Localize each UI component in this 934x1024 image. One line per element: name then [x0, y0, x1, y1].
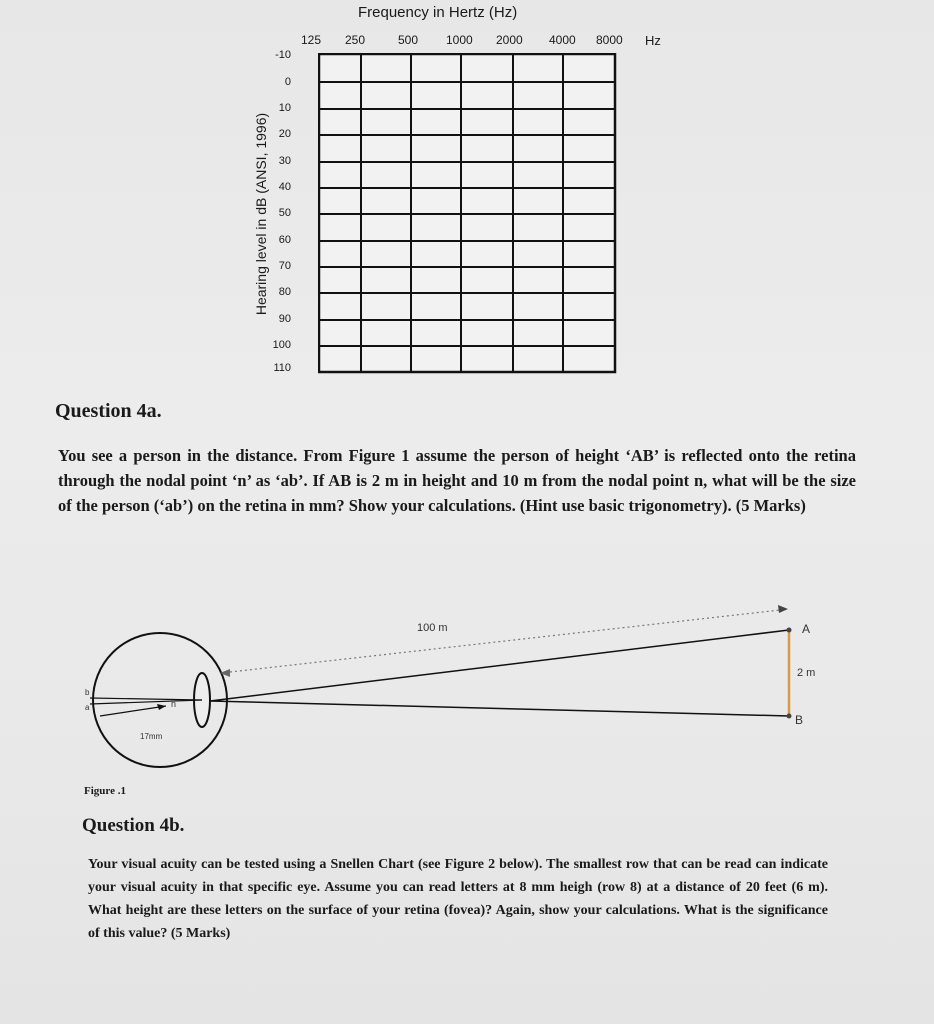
eye-depth-label: 17mm: [140, 732, 163, 741]
db-label: 10: [278, 102, 291, 114]
question-4a-heading: Question 4a.: [55, 400, 162, 422]
freq-label-500: 500: [398, 33, 419, 47]
point-b-label: B: [795, 713, 804, 727]
question-4b-heading: Question 4b.: [82, 815, 185, 836]
freq-label-8000: 8000: [596, 33, 623, 47]
db-label: 0: [284, 76, 291, 88]
height-label: 2 m: [797, 667, 816, 679]
figure-1-caption: Figure .1: [84, 785, 126, 797]
question-4a-body: You see a person in the distance. From Figure 1 assume the person of height ‘AB’ is reflected onto the retina through the nodal point ‘n’ as ‘ab’. If AB is 2 m in height and 10 m from the nodal point n, what will be the size of the person (‘ab’) on the retina in mm? Show your calculations. (Hint use basic trigonometry). (5 Marks): [58, 446, 856, 515]
db-label: 100: [272, 339, 291, 351]
db-label: 70: [278, 260, 291, 272]
db-label: 40: [278, 181, 291, 193]
db-label: 50: [278, 207, 291, 219]
db-label: -10: [275, 49, 291, 61]
freq-label-4000: 4000: [549, 33, 576, 47]
retina-b-label: b: [85, 688, 90, 697]
db-label: 60: [278, 234, 291, 246]
audiogram-title: Frequency in Hertz (Hz): [358, 4, 518, 21]
db-label: 80: [278, 286, 291, 298]
audiogram-grid: [318, 53, 618, 375]
db-label: 110: [273, 362, 291, 374]
db-label: 90: [278, 313, 291, 325]
question-4b-body: Your visual acuity can be tested using a Snellen Chart (see Figure 2 below). The smallest row that can be read can indicate your visual acuity in that specific eye. Assume you can read letters at 8 mm heigh (row 8) at a distance of 20 feet (6 m). What height are these letters on the surface of your retina (fovea)? Again, show your calculations. What is the significance of this value? (5 Marks): [88, 857, 828, 941]
db-label: 20: [278, 128, 291, 140]
freq-label-125: 125: [301, 33, 322, 47]
freq-unit-label: Hz: [645, 33, 661, 48]
db-label: 30: [278, 155, 291, 167]
y-axis-title: Hearing level in dB (ANSI, 1996): [253, 112, 269, 316]
freq-label-2000: 2000: [496, 33, 523, 47]
figure-1-diagram: [80, 600, 840, 780]
freq-label-250: 250: [345, 33, 366, 47]
nodal-point-label: n: [171, 699, 177, 709]
point-a-label: A: [802, 622, 811, 636]
freq-label-1000: 1000: [446, 33, 473, 47]
distance-label: 100 m: [417, 622, 448, 634]
retina-a-label: a: [85, 703, 90, 712]
